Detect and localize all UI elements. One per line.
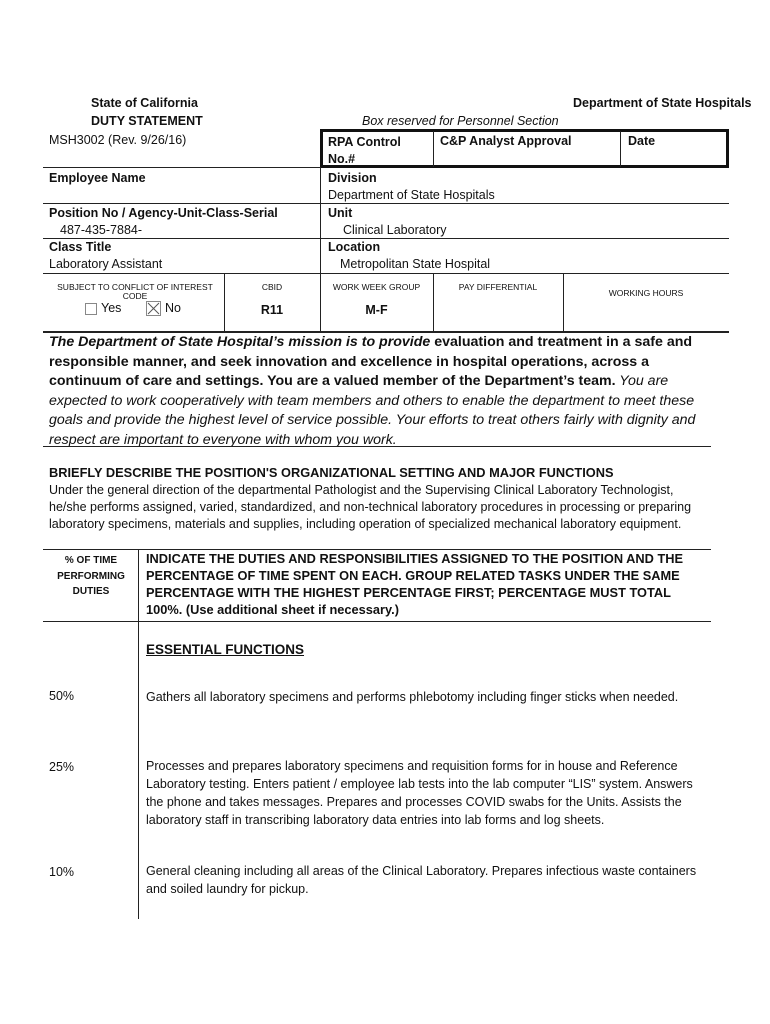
cbid-label: CBID bbox=[261, 282, 283, 292]
division-label: Division bbox=[328, 171, 377, 185]
rpa-control-label: RPA Control No.# bbox=[328, 135, 401, 166]
department-name: Department of State Hospitals bbox=[573, 96, 752, 110]
divider bbox=[43, 273, 729, 274]
duty-percent: 10% bbox=[49, 865, 75, 879]
state-label: State of California bbox=[91, 96, 198, 110]
divider bbox=[320, 167, 321, 273]
duty-percent: 25% bbox=[49, 760, 75, 774]
position-label: Position No / Agency-Unit-Class-Serial bbox=[49, 206, 278, 220]
org-setting-text: Under the general direction of the departmental Pathologist and the Supervising Clinical Laboratory Technologist, he/she performs assigned, varied, standardized, and non-technical laboratory procedures in processing or preparing laboratory specimens, materials and supplies, including operation of specialized mechanical laboratory equipment. bbox=[49, 483, 692, 531]
divider bbox=[620, 131, 621, 167]
yes-checkbox[interactable] bbox=[85, 303, 97, 315]
personnel-reserved-label: Box reserved for Personnel Section bbox=[362, 114, 559, 128]
cbid-value: R11 bbox=[260, 303, 284, 317]
location-value: Metropolitan State Hospital bbox=[340, 257, 491, 271]
percent-time-header: % OF TIME PERFORMING DUTIES bbox=[57, 555, 125, 597]
mission-statement bbox=[49, 333, 717, 450]
mission-closing: You are expected to work cooperatively with team members and others to enable the department to meet these goals and provide the highest level of service possible. Your efforts to treat others fairly with dignity and respect are important to everyone with whom you work. bbox=[49, 373, 696, 448]
cp-analyst-approval-label: C&P Analyst Approval bbox=[440, 134, 572, 148]
unit-label: Unit bbox=[328, 206, 353, 220]
duty-description: General cleaning including all areas of the Clinical Laboratory. Prepares infectious waste containers and soiled laundry for pickup. bbox=[146, 864, 697, 896]
unit-value: Clinical Laboratory bbox=[343, 223, 447, 237]
divider bbox=[320, 273, 321, 331]
check-x-icon bbox=[147, 302, 160, 315]
essential-functions-title: ESSENTIAL FUNCTIONS bbox=[146, 642, 305, 657]
work-week-group-value: M-F bbox=[365, 303, 388, 317]
duty-description: Processes and prepares laboratory specimens and requisition forms for in house and Reference Laboratory testing. Enters patient / employee lab tests into the lab computer “LIS” system. Answers the phone and takes messages. Prepares and processes COVID swabs for the Units. Assists the laboratory staff in transcribing laboratory data entries into lab forms and log sheets. bbox=[146, 759, 693, 827]
working-hours-label: WORKING HOURS bbox=[608, 288, 684, 298]
mission-lead: The Department of State Hospital’s mission is to provide bbox=[49, 334, 431, 350]
yes-label: Yes bbox=[101, 301, 122, 315]
duty-statement-title: DUTY STATEMENT bbox=[91, 114, 203, 128]
form-number: MSH3002 (Rev. 9/26/16) bbox=[49, 133, 187, 147]
divider bbox=[563, 273, 564, 331]
divider bbox=[43, 446, 711, 447]
duties-instructions: INDICATE THE DUTIES AND RESPONSIBILITIES ASSIGNED TO THE POSITION AND THE PERCENTAGE OF TIME SPENT ON EACH. GROUP RELATED TASKS UNDER THE SAME PERCENTAGE WITH THE HIGHEST PERCENTAGE FIRST; PERCENTAGE MUST TOTAL 100%. (Use additional sheet if necessary.) bbox=[146, 551, 684, 617]
division-value: Department of State Hospitals bbox=[328, 188, 495, 202]
org-setting-heading: BRIEFLY DESCRIBE THE POSITION'S ORGANIZATIONAL SETTING AND MAJOR FUNCTIONS bbox=[49, 465, 614, 480]
class-title-label: Class Title bbox=[49, 240, 112, 254]
position-value: 487-435-7884- bbox=[60, 223, 143, 237]
no-label: No bbox=[165, 301, 181, 315]
employee-name-label: Employee Name bbox=[49, 171, 146, 185]
divider bbox=[43, 238, 729, 239]
divider bbox=[138, 549, 139, 919]
pay-differential-label: PAY DIFFERENTIAL bbox=[458, 282, 538, 292]
class-title-value: Laboratory Assistant bbox=[49, 257, 163, 271]
location-label: Location bbox=[328, 240, 381, 254]
divider bbox=[43, 167, 321, 168]
no-checkbox[interactable] bbox=[146, 301, 161, 316]
duty-description: Gathers all laboratory specimens and performs phlebotomy including finger sticks when needed. bbox=[146, 690, 679, 704]
divider bbox=[43, 203, 729, 204]
conflict-of-interest-label: SUBJECT TO CONFLICT OF INTEREST CODE bbox=[57, 282, 213, 301]
date-label: Date bbox=[628, 134, 656, 148]
duty-percent: 50% bbox=[49, 689, 75, 703]
divider bbox=[433, 131, 434, 167]
work-week-group-label: WORK WEEK GROUP bbox=[332, 282, 421, 292]
divider bbox=[43, 621, 711, 622]
mission-body: evaluation and treatment in a safe and responsible manner, and seek innovation and excellence in hospital operations, across a continuum of care and settings. You are a valued member of the Department’s team. bbox=[49, 334, 693, 389]
divider bbox=[433, 273, 434, 331]
divider bbox=[224, 273, 225, 331]
